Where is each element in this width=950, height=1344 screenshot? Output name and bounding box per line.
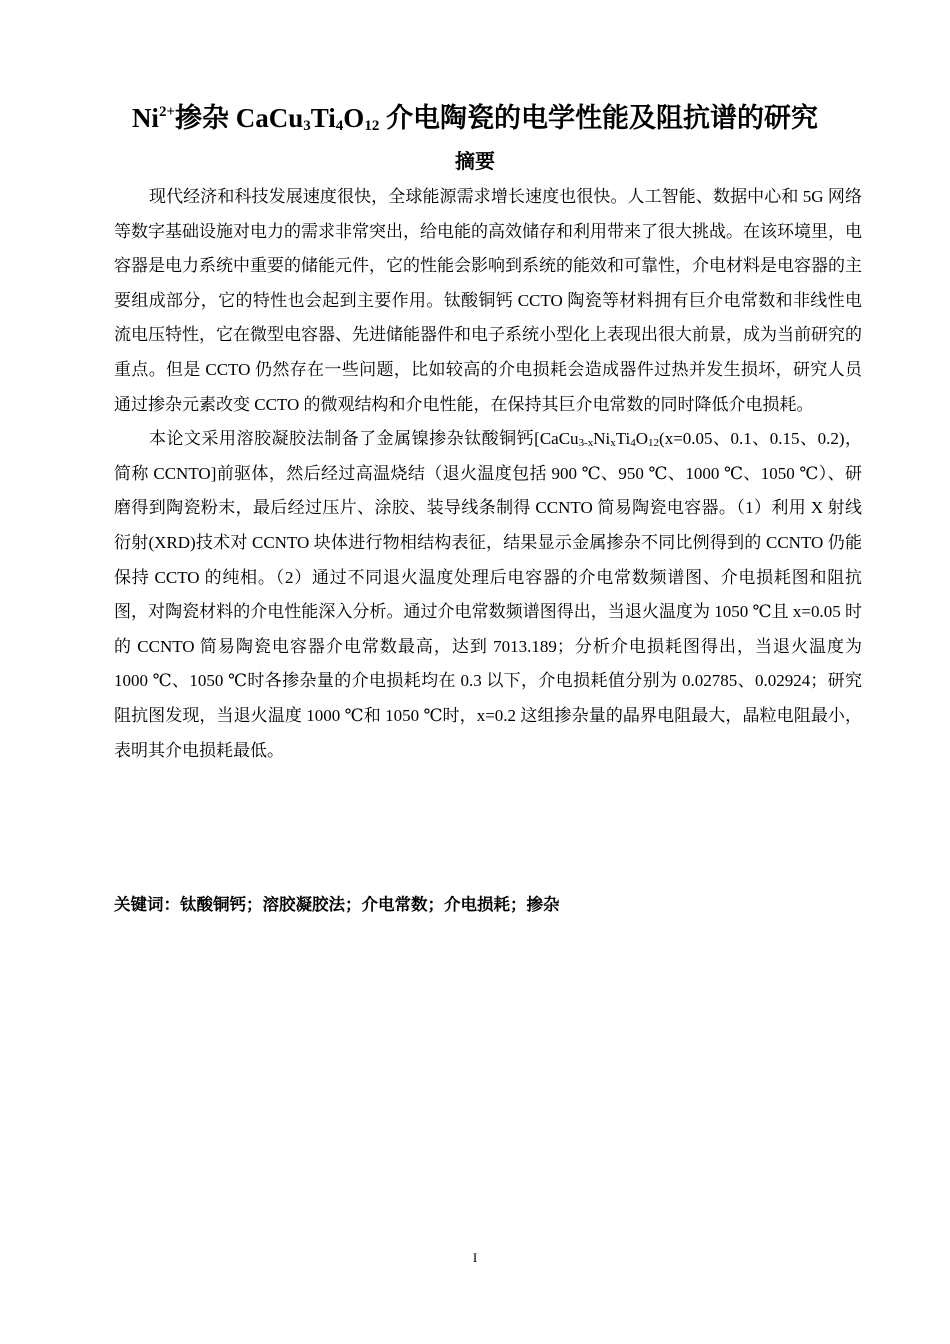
abstract-paragraph-2 xyxy=(114,422,862,768)
title-text: Ti xyxy=(310,103,336,133)
paper-title xyxy=(40,98,910,138)
title-subscript: 12 xyxy=(364,118,380,134)
formula-subscript: x xyxy=(610,437,616,450)
title-superscript: 2+ xyxy=(158,104,175,120)
paragraph-text: 本论文采用溶胶凝胶法制备了金属镍掺杂钛酸铜钙[CaCu xyxy=(149,429,579,449)
paragraph-text: Ni xyxy=(593,429,611,449)
title-text: 介电陶瓷的电学性能及阻抗谱的研究 xyxy=(379,103,819,133)
abstract-heading: 摘要 xyxy=(455,149,495,173)
paragraph-text: (x=0.05、0.1、0.15、0.2)，简称 CCNTO]前驱体，然后经过高温烧结（退火温度包括 900 ℃、950 ℃、1000 ℃、1050 ℃）、研磨得到陶瓷粉末，最后经过压片、涂胶、装导线条制得 CCNTO 简易陶瓷电容器。（1）利用 X 射线衍射(XRD)技术对 CCNTO 块体进行物相结构表征，结果显示金属掺杂不同比例得到的 CCNTO 仍能保持 CCTO 的纯相。（2）通过不同退火温度处理后电容器的介电常数频谱图、介电损耗图和阻抗图，对陶瓷材料的介电性能深入分析。通过介电常数频谱图得出，当退火温度为 1050 ℃且 x=0.05 时的 CCNTO 简易陶瓷电容器介电常数最高，达到 7013.189；分析介电损耗图得出，当退火温度为 1000 ℃、1050 ℃时各掺杂量的介电损耗均在 0.3 以下，介电损耗值分别为 0.02785、0.02924；研究阻抗图发现，当退火温度 1000 ℃和 1050 ℃时，x=0.2 这组掺杂量的晶界电阻最大，晶粒电阻最小，表明其介电损耗最低。 xyxy=(114,429,862,760)
paragraph-text: O xyxy=(635,429,649,449)
paragraph-text: Ti xyxy=(615,429,631,449)
formula-subscript: 4 xyxy=(630,437,636,450)
title-text: 掺杂 CaCu xyxy=(175,103,304,133)
formula-subscript: 12 xyxy=(648,437,660,450)
title-text: O xyxy=(343,103,365,133)
title-text: Ni xyxy=(131,103,159,133)
title-subscript: 4 xyxy=(335,118,344,134)
formula-subscript: 3-x xyxy=(578,437,594,450)
abstract-body xyxy=(114,180,862,768)
page-number: I xyxy=(472,1250,478,1265)
title-subscript: 3 xyxy=(303,118,311,134)
keywords-line: 关键词：钛酸铜钙；溶胶凝胶法；介电常数；介电损耗；掺杂 xyxy=(114,895,560,914)
abstract-paragraph-1: 现代经济和科技发展速度很快，全球能源需求增长速度也很快。人工智能、数据中心和 5G 网络等数字基础设施对电力的需求非常突出，给电能的高效储存和利用带来了很大挑战。在该环境里，电容器是电力系统中重要的储能元件，它的性能会影响到系统的能效和可靠性，介电材料是电容器的主要组成部分，它的特性也会起到主要作用。钛酸铜钙 CCTO 陶瓷等材料拥有巨介电常数和非线性电流电压特性，它在微型电容器、先进储能器件和电子系统小型化上表现出很大前景，成为当前研究的重点。但是 CCTO 仍然存在一些问题，比如较高的介电损耗会造成器件过热并发生损坏，研究人员通过掺杂元素改变 CCTO 的微观结构和介电性能，在保持其巨介电常数的同时降低介电损耗。 xyxy=(114,187,862,414)
